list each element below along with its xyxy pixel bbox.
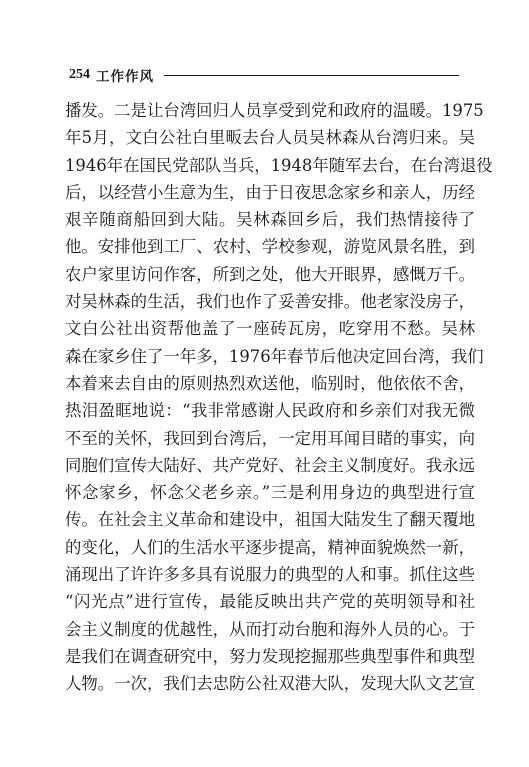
text-line (65, 616, 475, 643)
text-line (65, 670, 475, 697)
text-line-content: 播发。二是让台湾回归人员享受到党和政府的温暖。1975 (65, 101, 484, 120)
text-line-content: 后，以经营小生意为生，由于日夜思念家乡和亲人，历经 (65, 182, 475, 202)
text-line (65, 152, 493, 179)
text-line-content: 热泪盈眶地说：“我非常感谢人民政府和乡亲们对我无微 (65, 401, 475, 421)
text-line (65, 124, 475, 151)
text-line (65, 179, 475, 206)
section-title: 工作作风 (96, 69, 154, 85)
text-line-content: 同胞们宣传大陆好、共产党好、社会主义制度好。我永远 (65, 455, 475, 475)
text-line-content: 本着来去自由的原则热烈欢送他，临别时，他依依不舍， (65, 373, 475, 393)
page-number: 254 (69, 67, 90, 82)
text-line (65, 534, 475, 561)
header-rule (164, 75, 459, 76)
text-line-content: 不至的关怀，我回到台湾后，一定用耳闻目睹的事实，向 (65, 428, 475, 448)
text-line (65, 206, 475, 233)
text-line (65, 370, 475, 397)
text-line-content: 森在家乡住了一年多，1976年春节后他决定回台湾，我们 (65, 346, 484, 366)
text-line-content: 艰辛随商船回到大陆。吴林森回乡后，我们热情接待了 (65, 210, 475, 230)
text-line (65, 643, 475, 670)
text-line-content: 人物。一次，我们去忠防公社双港大队，发现大队文艺宣 (65, 674, 475, 694)
text-line (65, 588, 475, 615)
text-line-content: “闪光点”进行宣传，最能反映出共产党的英明领导和社 (65, 592, 475, 612)
text-line (65, 233, 475, 260)
text-line-content: 1946年在国民党部队当兵，1948年随军去台，在台湾退役 (65, 155, 493, 175)
text-line-content: 是我们在调查研究中，努力发现挖掘那些典型事件和典型 (65, 646, 475, 666)
text-line (65, 261, 475, 288)
text-line (65, 506, 475, 533)
text-line-content: 的变化，人们的生活水平逐步提高，精神面貌焕然一新， (65, 537, 475, 557)
text-line-content: 农户家里访问作客，所到之处，他大开眼界，感慨万千。 (65, 264, 475, 284)
text-line-content: 传。在社会主义革命和建设中，祖国大陆发生了翻天覆地 (65, 510, 475, 530)
text-line-content: 涌现出了许许多多具有说服力的典型的人和事。抓住这些 (65, 565, 475, 585)
text-line-content: 年5月，文白公社白里畈去台人员吴林森从台湾归来。吴 (65, 128, 475, 148)
text-line-content: 会主义制度的优越性，从而打动台胞和海外人员的心。于 (65, 619, 475, 639)
text-line (65, 425, 475, 452)
text-line (65, 343, 484, 370)
text-line-content: 他。安排他到工厂、农村、学校参观，游览风景名胜，到 (65, 237, 475, 257)
text-line-content: 对吴林森的生活，我们也作了妥善安排。他老家没房子， (65, 292, 475, 312)
page-header (69, 66, 459, 84)
text-line-content: 怀念家乡，怀念父老乡亲。”三是利用身边的典型进行宣 (65, 483, 475, 503)
text-line (65, 479, 475, 506)
text-line (65, 452, 475, 479)
text-line (65, 315, 475, 342)
text-line (65, 97, 484, 124)
text-line-content: 文白公社出资帮他盖了一座砖瓦房，吃穿用不愁。吴林 (65, 319, 475, 339)
text-line (65, 397, 475, 424)
text-line (65, 561, 475, 588)
text-line (65, 288, 475, 315)
body-text (65, 97, 493, 698)
